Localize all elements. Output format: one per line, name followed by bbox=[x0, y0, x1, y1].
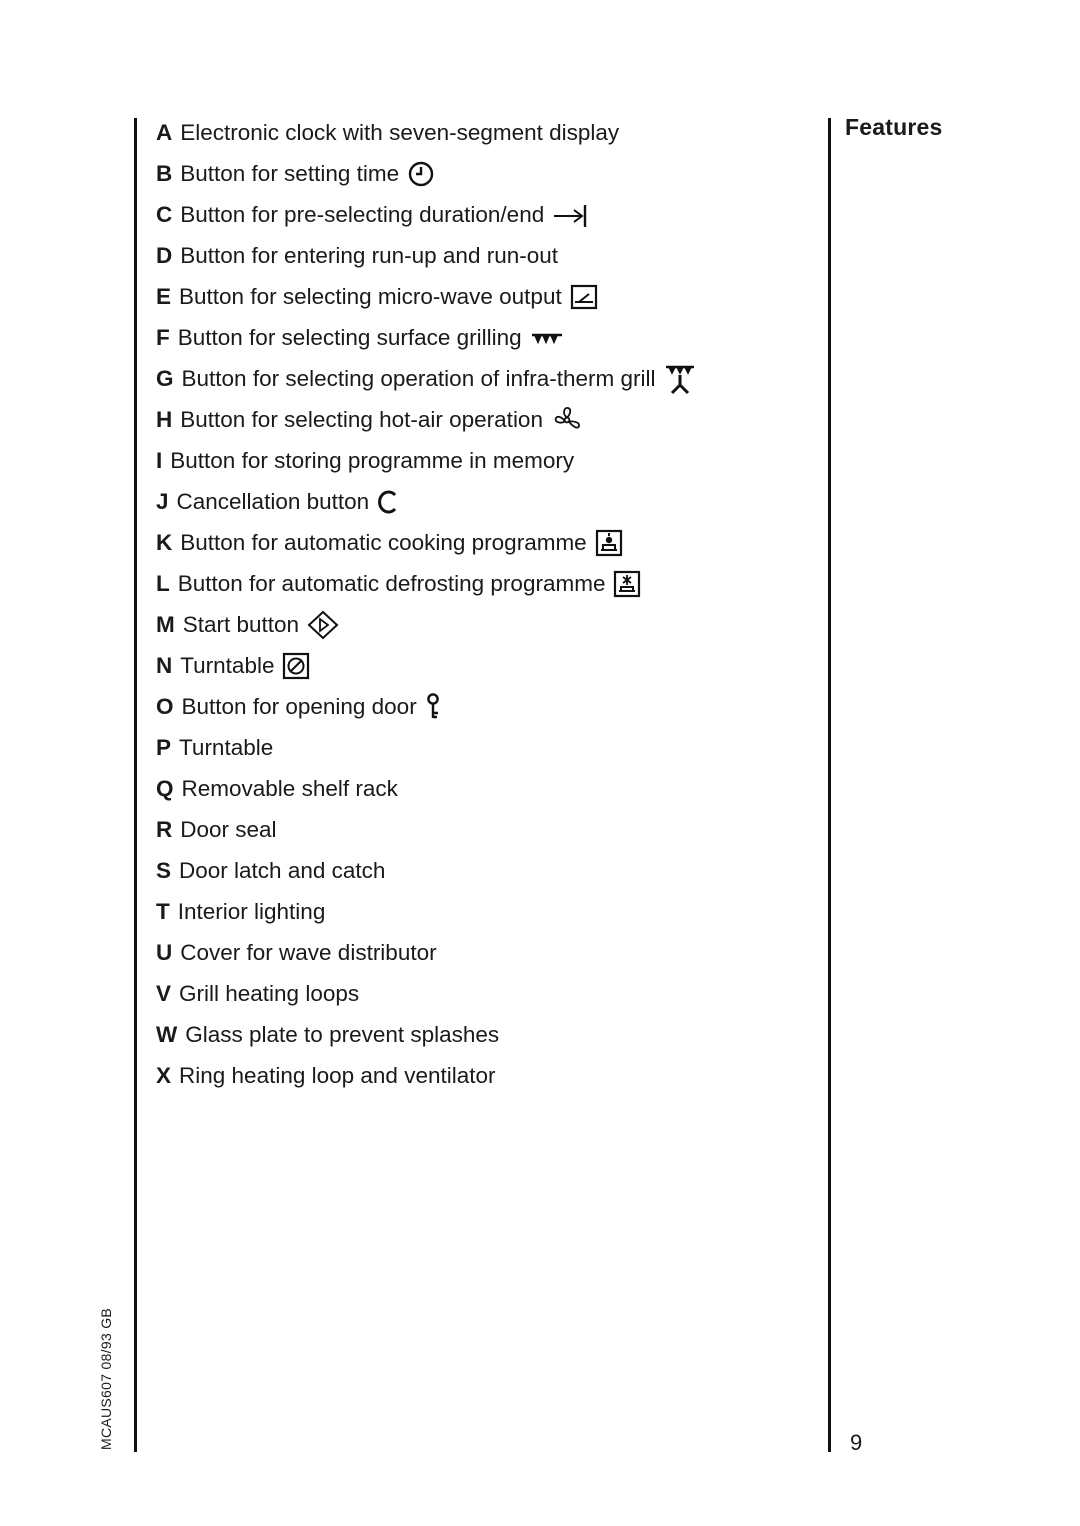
document-code: MCAUS607 08/93 GB bbox=[98, 1307, 114, 1450]
feature-letter: Q bbox=[156, 776, 174, 801]
feature-description: Button for selecting hot-air operation bbox=[180, 407, 543, 432]
feature-description: Ring heating loop and ventilator bbox=[179, 1063, 496, 1088]
feature-list bbox=[156, 112, 696, 1096]
feature-description: Removable shelf rack bbox=[181, 776, 398, 801]
feature-letter: V bbox=[156, 981, 172, 1006]
feature-description: Door seal bbox=[180, 817, 277, 842]
feature-item-k bbox=[156, 522, 696, 563]
feature-item-x bbox=[156, 1055, 696, 1096]
clock-icon bbox=[407, 160, 435, 188]
feature-item-p bbox=[156, 727, 696, 768]
fan-icon bbox=[551, 406, 583, 434]
surface-grill-icon bbox=[530, 324, 564, 352]
feature-letter: G bbox=[156, 366, 174, 391]
feature-description: Button for storing programme in memory bbox=[170, 448, 575, 473]
door-key-icon bbox=[425, 693, 443, 721]
feature-letter: P bbox=[156, 735, 172, 760]
feature-description: Button for automatic cooking programme bbox=[180, 530, 587, 555]
auto-cook-icon bbox=[595, 529, 623, 557]
feature-description: Cancellation button bbox=[176, 489, 370, 514]
feature-description: Button for selecting operation of infra-therm grill bbox=[181, 366, 656, 391]
feature-item-h bbox=[156, 399, 696, 440]
feature-item-l bbox=[156, 563, 696, 604]
feature-letter: J bbox=[156, 489, 169, 514]
feature-letter: R bbox=[156, 817, 173, 842]
feature-letter: K bbox=[156, 530, 173, 555]
feature-letter: I bbox=[156, 448, 163, 473]
feature-letter: S bbox=[156, 858, 172, 883]
feature-description: Button for pre-selecting duration/end bbox=[180, 202, 545, 227]
start-icon bbox=[307, 611, 339, 639]
feature-item-b bbox=[156, 153, 696, 194]
feature-letter: F bbox=[156, 325, 170, 350]
feature-letter: A bbox=[156, 120, 173, 145]
feature-item-m bbox=[156, 604, 696, 645]
feature-letter: W bbox=[156, 1022, 178, 1047]
feature-description: Button for selecting micro-wave output bbox=[179, 284, 562, 309]
microwave-output-icon bbox=[570, 283, 598, 311]
feature-item-u bbox=[156, 932, 696, 973]
cancel-c-icon bbox=[377, 488, 399, 516]
feature-item-r bbox=[156, 809, 696, 850]
feature-item-i bbox=[156, 440, 696, 481]
feature-description: Button for selecting surface grilling bbox=[177, 325, 522, 350]
page-number: 9 bbox=[850, 1430, 863, 1455]
feature-item-e bbox=[156, 276, 696, 317]
feature-item-a bbox=[156, 112, 696, 153]
feature-description: Button for entering run-up and run-out bbox=[180, 243, 558, 268]
feature-description: Electronic clock with seven-segment display bbox=[180, 120, 620, 145]
feature-description: Interior lighting bbox=[177, 899, 326, 924]
feature-item-n bbox=[156, 645, 696, 686]
left-margin-rule bbox=[134, 118, 137, 1452]
feature-item-f bbox=[156, 317, 696, 358]
arrow-to-bar-icon bbox=[552, 201, 588, 229]
turntable-icon bbox=[282, 652, 310, 680]
feature-item-v bbox=[156, 973, 696, 1014]
auto-defrost-icon bbox=[613, 570, 641, 598]
feature-letter: U bbox=[156, 940, 173, 965]
feature-item-c bbox=[156, 194, 696, 235]
infratherm-grill-icon bbox=[664, 365, 696, 393]
feature-description: Start button bbox=[182, 612, 300, 637]
feature-item-j bbox=[156, 481, 696, 522]
feature-description: Turntable bbox=[179, 735, 274, 760]
feature-item-s bbox=[156, 850, 696, 891]
feature-description: Grill heating loops bbox=[179, 981, 360, 1006]
feature-item-o bbox=[156, 686, 696, 727]
feature-letter: O bbox=[156, 694, 174, 719]
feature-letter: X bbox=[156, 1063, 172, 1088]
feature-letter: C bbox=[156, 202, 173, 227]
feature-description: Door latch and catch bbox=[179, 858, 386, 883]
feature-letter: L bbox=[156, 571, 170, 596]
section-title: Features bbox=[845, 114, 943, 140]
feature-letter: D bbox=[156, 243, 173, 268]
feature-item-q bbox=[156, 768, 696, 809]
feature-item-g bbox=[156, 358, 696, 399]
feature-item-d bbox=[156, 235, 696, 276]
feature-description: Button for opening door bbox=[181, 694, 417, 719]
feature-letter: N bbox=[156, 653, 173, 678]
feature-description: Cover for wave distributor bbox=[180, 940, 437, 965]
feature-letter: E bbox=[156, 284, 172, 309]
feature-description: Glass plate to prevent splashes bbox=[185, 1022, 500, 1047]
feature-item-w bbox=[156, 1014, 696, 1055]
feature-description: Turntable bbox=[180, 653, 275, 678]
feature-description: Button for automatic defrosting programme bbox=[177, 571, 606, 596]
feature-letter: H bbox=[156, 407, 173, 432]
feature-description: Button for setting time bbox=[180, 161, 400, 186]
feature-letter: B bbox=[156, 161, 173, 186]
right-margin-rule bbox=[828, 118, 831, 1452]
feature-letter: T bbox=[156, 899, 170, 924]
feature-letter: M bbox=[156, 612, 175, 637]
feature-item-t bbox=[156, 891, 696, 932]
